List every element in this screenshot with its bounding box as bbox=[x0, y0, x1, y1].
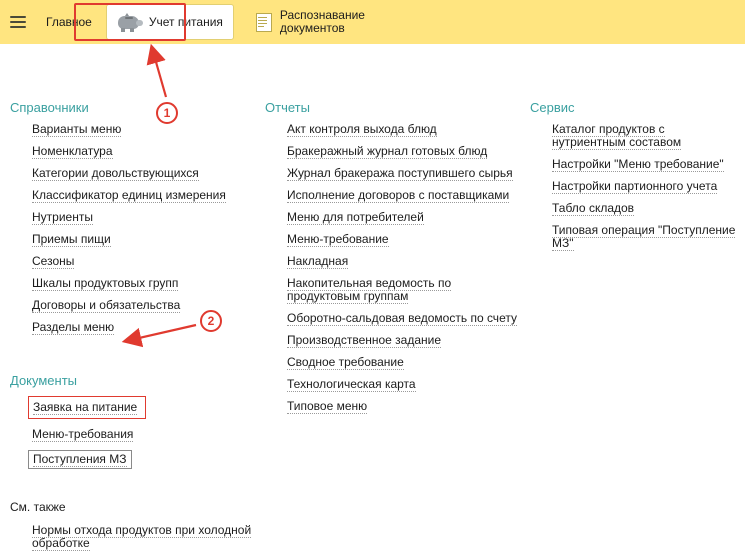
link-tablo-skladov[interactable]: Табло складов bbox=[552, 201, 635, 215]
link-varianty-menu[interactable]: Варианты меню bbox=[32, 122, 122, 136]
link-zhurnal-brakerazha-syrya[interactable]: Журнал бракеража поступившего сырья bbox=[287, 166, 513, 180]
list-item bbox=[32, 233, 260, 246]
link-menu-dlya-potrebiteley[interactable]: Меню для потребителей bbox=[287, 210, 424, 224]
highlight-box-nav-meal-accounting bbox=[74, 3, 186, 41]
list-item bbox=[287, 211, 525, 224]
link-nakladnaya[interactable]: Накладная bbox=[287, 254, 349, 268]
section-title-dokumenty: Документы bbox=[10, 373, 78, 388]
list-item bbox=[287, 378, 525, 391]
link-kategorii-dovolstvuyushchikhsya[interactable]: Категории довольствующихся bbox=[32, 166, 199, 180]
list-item bbox=[287, 312, 525, 325]
list-item bbox=[552, 158, 740, 171]
link-menu-trebovaniya[interactable]: Меню-требования bbox=[32, 427, 134, 441]
link-list-spravochniki bbox=[10, 123, 260, 334]
list-item bbox=[287, 145, 525, 158]
list-item bbox=[32, 255, 260, 268]
link-nutrienty[interactable]: Нутриенты bbox=[32, 210, 93, 224]
link-brakerazhnyy-zhurnal-gotovykh-blyud[interactable]: Бракеражный журнал готовых блюд bbox=[287, 144, 488, 158]
column-spravochniki bbox=[10, 44, 260, 559]
link-razdely-menu[interactable]: Разделы меню bbox=[32, 320, 115, 334]
link-priemy-pishchi[interactable]: Приемы пищи bbox=[32, 232, 111, 246]
link-svodnoe-trebovanie[interactable]: Сводное требование bbox=[287, 355, 404, 369]
list-item bbox=[552, 123, 740, 149]
document-scan-icon bbox=[254, 12, 274, 32]
link-nastroyki-menu-trebovanie[interactable]: Настройки "Меню требование" bbox=[552, 157, 724, 171]
list-item bbox=[287, 255, 525, 268]
list-item bbox=[287, 167, 525, 180]
link-akt-kontrolya-vykhoda-blyud[interactable]: Акт контроля выхода блюд bbox=[287, 122, 437, 136]
list-item bbox=[287, 400, 525, 413]
column-otchety bbox=[265, 44, 525, 422]
highlight-box-zayavka-na-pitanie bbox=[28, 396, 146, 419]
link-nomenklatura[interactable]: Номенклатура bbox=[32, 144, 113, 158]
link-list-dokumenty bbox=[10, 396, 260, 469]
link-oborotno-saldovaya-vedomost[interactable]: Оборотно-сальдовая ведомость по счету bbox=[287, 311, 517, 325]
list-item bbox=[32, 299, 260, 312]
list-item bbox=[32, 167, 260, 180]
column-servis bbox=[530, 44, 740, 259]
hamburger-line bbox=[10, 16, 26, 18]
list-item bbox=[287, 123, 525, 136]
section-title-spravochniki: Справочники bbox=[10, 100, 89, 115]
link-zayavka-na-pitanie[interactable]: Заявка на питание bbox=[33, 400, 138, 414]
link-normy-otkhoda-produktov[interactable]: Нормы отхода продуктов при холодной обработке bbox=[32, 523, 252, 550]
link-nakopitelnaya-vedomost[interactable]: Накопительная ведомость по продуктовым группам bbox=[287, 276, 452, 303]
list-item bbox=[32, 211, 260, 224]
hamburger-menu-icon[interactable] bbox=[10, 11, 32, 33]
nav-item-document-recognition-label bbox=[280, 9, 365, 35]
list-item bbox=[32, 396, 260, 419]
list-item bbox=[32, 145, 260, 158]
annotation-marker-1: 1 bbox=[156, 102, 178, 124]
list-item bbox=[287, 277, 525, 303]
list-item bbox=[32, 524, 260, 550]
nav-item-document-recognition[interactable] bbox=[244, 5, 375, 39]
link-nastroyki-partionnogo-ucheta[interactable]: Настройки партионного учета bbox=[552, 179, 718, 193]
main-content bbox=[0, 44, 745, 550]
link-menu-trebovanie[interactable]: Меню-требование bbox=[287, 232, 389, 246]
section-title-servis: Сервис bbox=[530, 100, 575, 115]
section-title-otchety: Отчеты bbox=[265, 100, 310, 115]
section-title-see-also: См. также bbox=[10, 500, 66, 514]
link-list-see-also bbox=[10, 514, 260, 550]
list-item bbox=[287, 233, 525, 246]
link-list-otchety bbox=[265, 123, 525, 413]
link-sezony[interactable]: Сезоны bbox=[32, 254, 75, 268]
link-tekhnologicheskaya-karta[interactable]: Технологическая карта bbox=[287, 377, 416, 391]
list-item bbox=[552, 202, 740, 215]
list-item bbox=[32, 123, 260, 136]
hamburger-line bbox=[10, 21, 26, 23]
list-item bbox=[552, 180, 740, 193]
hamburger-line bbox=[10, 26, 26, 28]
link-list-servis bbox=[530, 123, 740, 250]
list-item bbox=[32, 277, 260, 290]
nav-label-line-1: Распознавание bbox=[279, 8, 365, 22]
link-ispolnenie-dogovorov-s-postavshchikami[interactable]: Исполнение договоров с поставщиками bbox=[287, 188, 510, 202]
list-item bbox=[552, 224, 740, 250]
list-item bbox=[32, 321, 260, 334]
nav-label-line-2: документов bbox=[279, 21, 345, 35]
link-postupleniya-mz[interactable]: Поступления МЗ bbox=[33, 452, 127, 466]
annotation-marker-2: 2 bbox=[200, 310, 222, 332]
list-item bbox=[287, 334, 525, 347]
list-item bbox=[287, 189, 525, 202]
focus-box-postupleniya-mz bbox=[28, 450, 132, 469]
link-proizvodstvennoe-zadanie[interactable]: Производственное задание bbox=[287, 333, 442, 347]
link-dogovory-i-obyazatelstva[interactable]: Договоры и обязательства bbox=[32, 298, 181, 312]
list-item bbox=[32, 189, 260, 202]
list-item bbox=[287, 356, 525, 369]
link-klassifikator-edinic-izmereniya[interactable]: Классификатор единиц измерения bbox=[32, 188, 226, 202]
nav-item-home-label: Главное bbox=[46, 15, 92, 29]
link-katalog-produktov[interactable]: Каталог продуктов с нутриентным составом bbox=[552, 122, 682, 149]
link-tipovaya-operaciya-postuplenie-mz[interactable]: Типовая операция "Поступление МЗ" bbox=[552, 223, 736, 250]
nav-item-meal-accounting-label: Учет питания bbox=[148, 15, 223, 29]
link-shkaly-produktovykh-grupp[interactable]: Шкалы продуктовых групп bbox=[32, 276, 179, 290]
list-item bbox=[32, 428, 260, 441]
link-tipovoe-menu[interactable]: Типовое меню bbox=[287, 399, 368, 413]
list-item bbox=[32, 450, 260, 469]
